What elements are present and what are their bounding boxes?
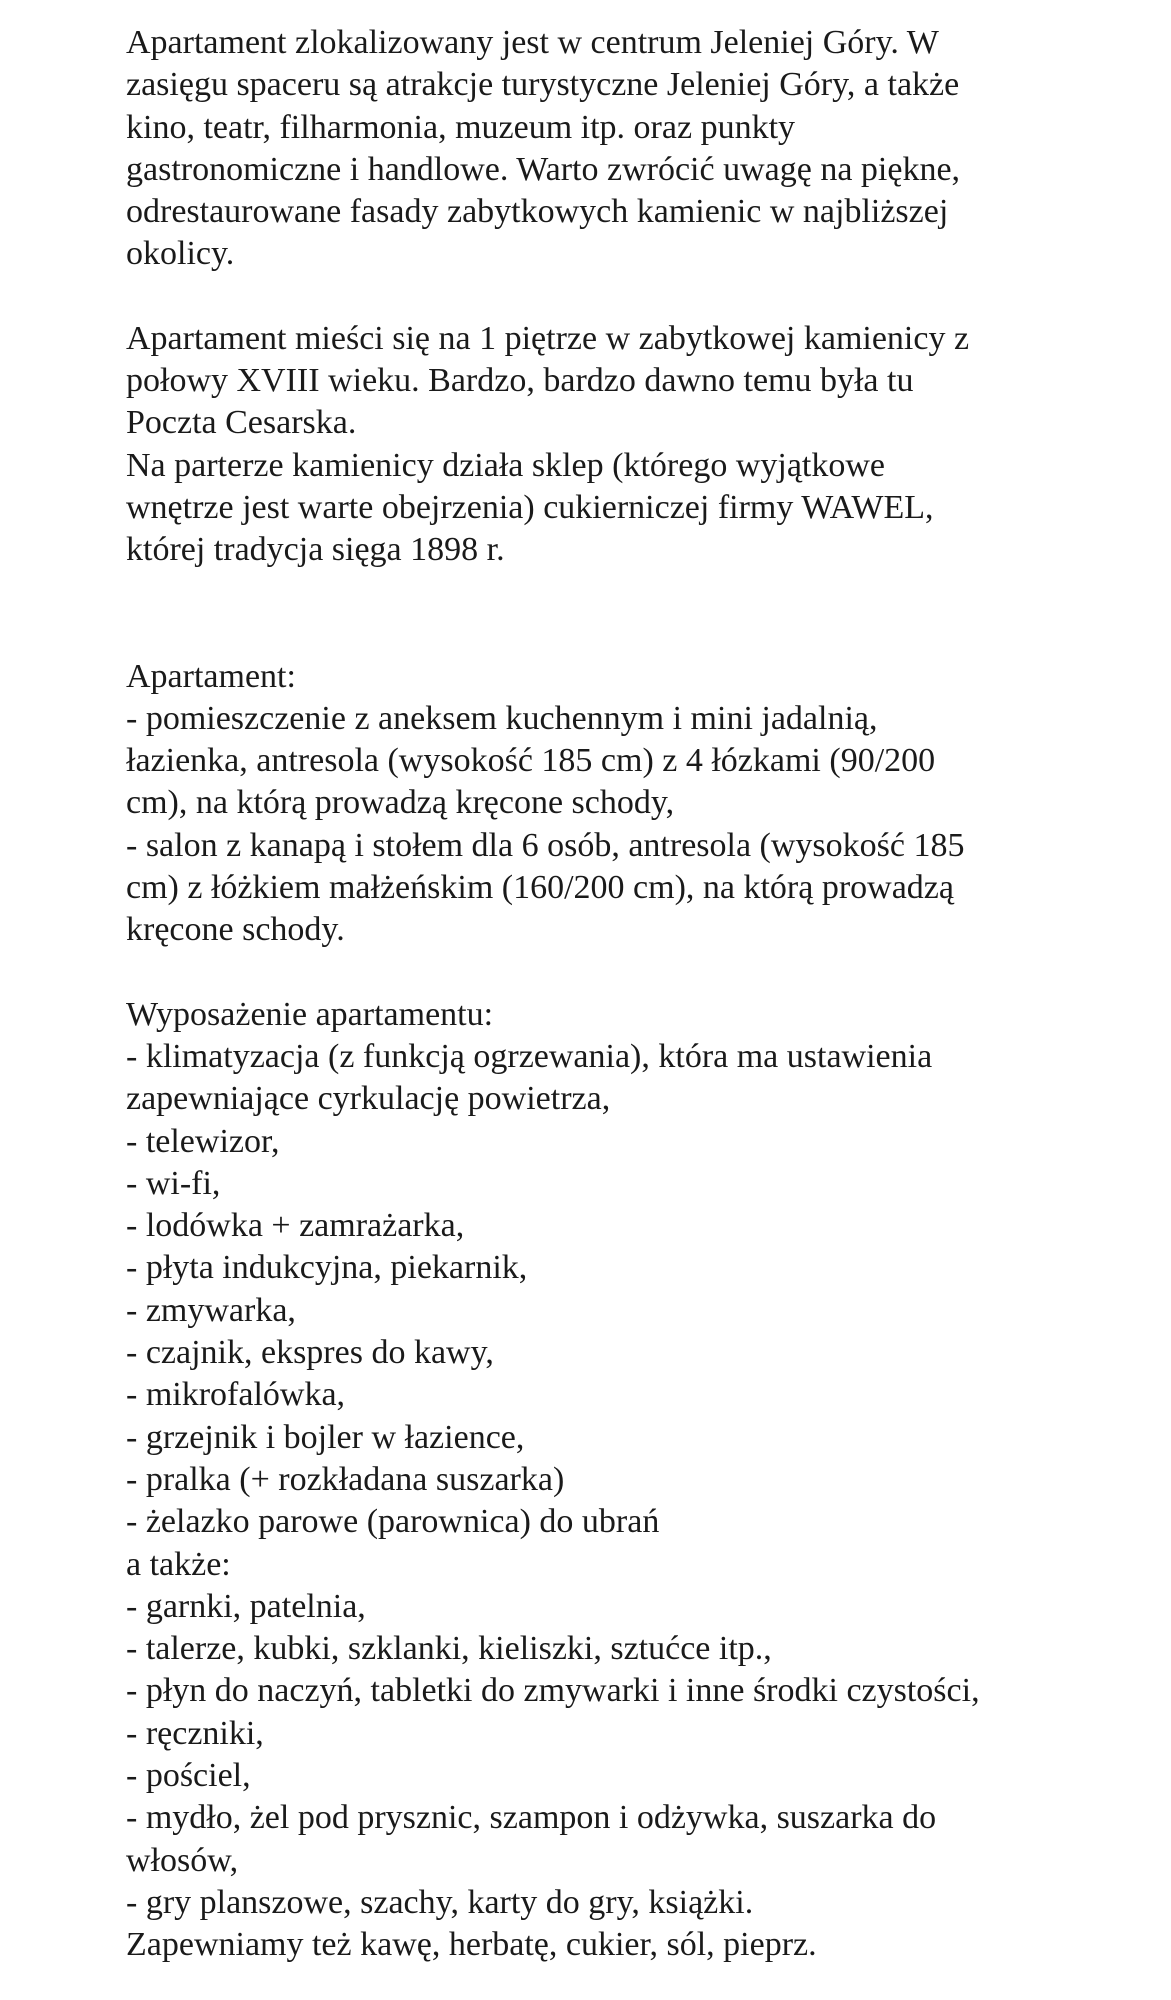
amenities-paragraph: Wyposażenie apartamentu: - klimatyzacja (z funkcją ogrzewania), która ma ustawienia zapewniające cyrkulację powietrza, - telewizor, - wi-fi, - lodówka + zamrażarka, - płyta indukcyjna, piekarnik, - zmywarka, - czajnik, ekspres do kawy, - mikrofalówka, - grzejnik i bojler w łazience, - pralka (+ rozkładana suszarka) - żelazko parowe (parownica) do ubrań a także: - garnki, patelnia, - talerze, kubki, szklanki, kieliszki, sztućce itp., - płyn do naczyń, tabletki do zmywarki i inne środki czystości, - ręczniki, - pościel, - mydło, żel pod prysznic, szampon i odżywka, suszarka do włosów, - gry planszowe, szachy, karty do gry, książki. Zapewniamy też kawę, herbatę, cukier, sól, pieprz. <box>126 995 980 1964</box>
paragraph-spacer <box>126 952 1136 994</box>
paragraph-spacer <box>126 572 1136 656</box>
building-history-paragraph: Apartament mieści się na 1 piętrze w zabytkowej kamienicy z połowy XVIII wieku. Bardzo, bardzo dawno temu była tu Poczta Cesarska. Na parterze kamienicy działa sklep (którego wyjątkowe wnętrze jest warte obejrzenia) cukierniczej firmy WAWEL, której tradycja sięga 1898 r. <box>126 319 970 569</box>
apartment-description <box>126 22 1136 1966</box>
apartment-layout-paragraph: Apartament: - pomieszczenie z aneksem kuchennym i mini jadalnią, łazienka, antresola (wysokość 185 cm) z 4 łózkami (90/200 cm), na którą prowadzą kręcone schody, - salon z kanapą i stołem dla 6 osób, antresola (wysokość 185 cm) z łóżkiem małżeńskim (160/200 cm), na którą prowadzą kręcone schody. <box>126 657 965 949</box>
location-paragraph: Apartament zlokalizowany jest w centrum Jeleniej Góry. W zasięgu spaceru są atrakcje turystyczne Jeleniej Góry, a także kino, teatr, filharmonia, muzeum itp. oraz punkty gastronomiczne i handlowe. Warto zwrócić uwagę na piękne, odrestaurowane fasady zabytkowych kamienic w najbliższej okolicy. <box>126 24 961 273</box>
paragraph-spacer <box>126 276 1136 318</box>
